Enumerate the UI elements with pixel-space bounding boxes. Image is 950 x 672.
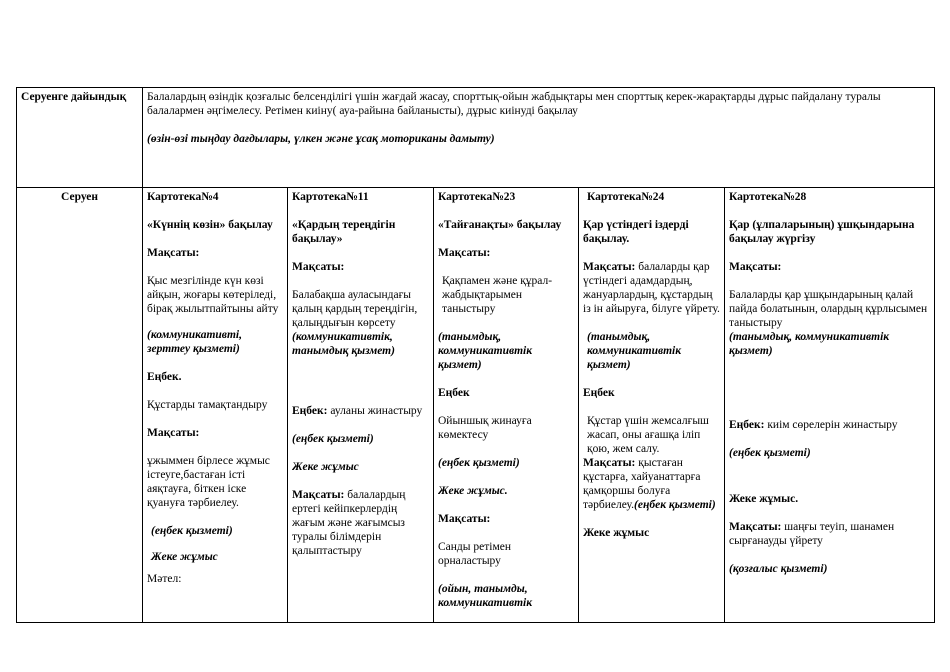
walk-card-1 [143, 188, 288, 623]
card-individual-label: Жеке жұмыс [583, 527, 650, 539]
card-work-tag: (еңбек қызметі) [292, 433, 374, 445]
card-goal-text: балаларды қар үстіндегі адамдардың, жануарлардың, құстардың із ін айыруға, білуге үйрету. [583, 261, 720, 315]
walk-card-5 [725, 188, 935, 623]
walk-card-4 [579, 188, 725, 623]
card-individual-goal [292, 488, 429, 558]
preparation-skills: (өзін-өзі тыңдау дағдылары, үлкен және ұсақ моториканы дамыту) [147, 133, 495, 145]
preparation-content [143, 88, 935, 188]
card-individual-goal [729, 520, 930, 548]
card-observation: «Күннің көзін» бақылау [147, 219, 273, 231]
card-work: Құстарды тамақтандыру [147, 399, 268, 411]
walk-label: Серуен [17, 188, 143, 623]
card-individual-goal-label: Мақсаты: [438, 513, 491, 525]
card-goal-tag: (танымдық, коммуникативтік қызмет) [729, 331, 890, 357]
card-individual-goal-text: шаңғы теуіп, шанамен сырғанауды үйрету [729, 521, 895, 547]
card-work-goal-text: қыстаған құстарға, хайуанаттарға қамқоршы болуға тәрбиелеу. [583, 457, 701, 511]
card-goal [583, 260, 720, 316]
card-work [729, 418, 930, 432]
card-goal: Балабақша ауласындағы қалың қардың тереңдігін, қалыңдығын көрсету [292, 289, 418, 329]
card-observation: Қар (ұлпаларының) ұшқындарына бақылау жүргізу [729, 219, 915, 245]
card-individual-tag: (қозғалыс қызметі) [729, 563, 828, 575]
card-work-tag: (еңбек қызметі) [729, 447, 811, 459]
card-title: Картотека№28 [729, 191, 807, 203]
walk-card-3 [434, 188, 579, 623]
card-work-label: Еңбек [438, 387, 470, 399]
card-title: Картотека№4 [147, 191, 219, 203]
card-observation: «Қардың тереңдігін бақылау» [292, 219, 396, 245]
card-goal-tag: (танымдық, коммуникативтік қызмет) [587, 331, 682, 371]
card-goal-label: Мақсаты: [147, 247, 200, 259]
card-work-text: ауланы жинастыру [330, 405, 423, 417]
card-individual-goal: Санды ретімен орналастыру [438, 541, 511, 567]
card-individual-tag: (ойын, танымды, коммуникативтік [438, 583, 533, 609]
card-work-goal-label: Мақсаты: [583, 457, 636, 469]
card-work [292, 404, 429, 418]
card-work-tag: (еңбек қызметі) [151, 525, 233, 537]
card-individual-label: Жеке жұмыс. [729, 493, 799, 505]
card-goal-tag: (коммуникативтік, танымдық қызмет) [292, 331, 395, 357]
card-goal: Қыс мезгілінде күн көзі айқын, жоғары көтеріледі, бірақ жылытпайтыны айту [147, 275, 279, 315]
card-goal-tag: (танымдық, коммуникативтік қызмет) [438, 331, 533, 371]
card-work-goal: ұжыммен бірлесе жұмыс істеуге,бастаған істі аяқтауға, біткен іске қуануға тәрбиелеу. [147, 455, 270, 509]
card-work-goal [583, 456, 720, 512]
card-individual-goal-text: балалардың ертегі кейіпкерлердің жағым және жағымсыз туралы білімдерін қалыптастыру [292, 489, 406, 557]
card-individual-goal-label: Мақсаты: [292, 489, 345, 501]
card-work-text: киім сөрелерін жинастыру [767, 419, 898, 431]
card-work-label: Еңбек [583, 387, 615, 399]
walk-card-2 [288, 188, 434, 623]
card-title: Картотека№24 [587, 191, 665, 203]
card-title: Картотека№11 [292, 191, 369, 203]
card-title: Картотека№23 [438, 191, 516, 203]
card-work-goal-label: Мақсаты: [147, 427, 200, 439]
card-work-label: Еңбек. [147, 371, 182, 383]
card-goal-label: Мақсаты: [292, 261, 345, 273]
preparation-label: Серуенге дайындық [17, 88, 143, 188]
card-work: Құстар үшін жемсалғыш жасап, оны ағашқа іліп қою, жем салу. [587, 415, 709, 455]
walk-row [17, 188, 935, 623]
card-goal-tag: (коммуникативті, зерттеу қызметі) [147, 329, 242, 355]
preparation-row [17, 88, 935, 188]
card-goal-label: Мақсаты: [438, 247, 491, 259]
card-goal: Қақпамен және құрал-жабдықтарымен таныстыру [442, 275, 553, 315]
card-individual-label: Жеке жұмыс. [438, 485, 508, 497]
card-goal-label: Мақсаты: [729, 261, 782, 273]
card-work-tag: (еңбек қызметі) [634, 499, 716, 511]
card-goal: Балаларды қар ұшқындарының қалай пайда болатынын, олардың құрлысымен таныстыру [729, 289, 928, 329]
card-goal-label: Мақсаты: [583, 261, 636, 273]
card-work-label: Еңбек: [729, 419, 765, 431]
card-observation: Қар үстіндегі іздерді бақылау. [583, 219, 689, 245]
card-individual-label: Жеке жұмыс [151, 551, 218, 563]
card-work-label: Еңбек: [292, 405, 328, 417]
preparation-text: Балалардың өзіндік қозғалыс белсенділігі үшін жағдай жасау, спорттық-ойын жабдықтары мен спорттық керек-жарақтарды дұрыс пайдалану туралы балалармен әңгімелесу. Ретімен киіну( ауа-райына байланысты), дұрыс киінуді бақылау [147, 91, 881, 117]
card-individual-goal-label: Мақсаты: [729, 521, 782, 533]
card-individual-label: Жеке жұмыс [292, 461, 359, 473]
card-work: Ойыншық жинауға көмектесу [438, 415, 532, 441]
card-observation: «Тайғанақты» бақылау [438, 219, 562, 231]
daily-plan-table [16, 87, 935, 623]
card-individual-text: Мәтел: [147, 573, 182, 585]
card-work-tag: (еңбек қызметі) [438, 457, 520, 469]
